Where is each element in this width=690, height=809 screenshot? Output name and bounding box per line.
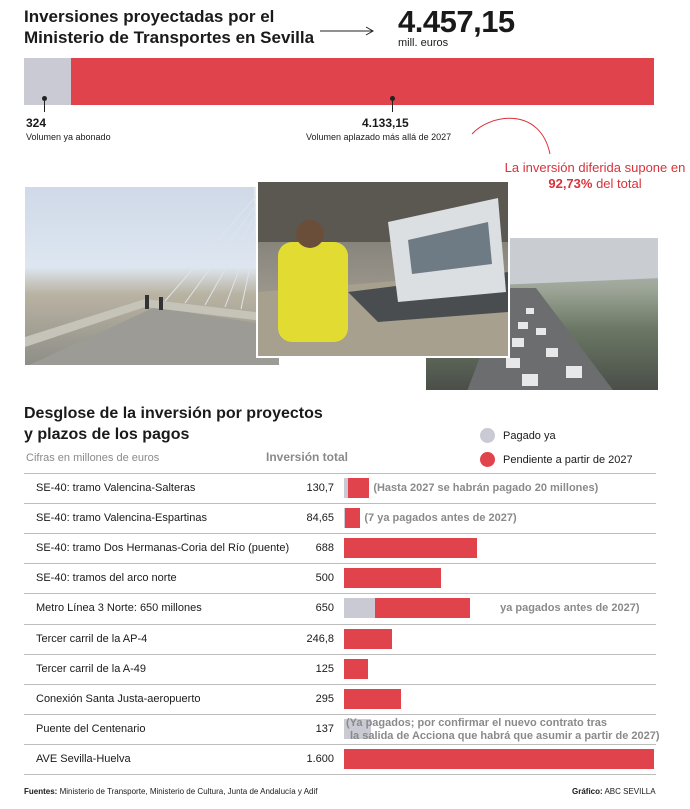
row-total-value: 500 xyxy=(315,572,334,585)
bar-pending xyxy=(345,508,360,528)
row-label: Puente del Centenario xyxy=(36,722,146,735)
metro-photo xyxy=(256,180,510,358)
bar-pending xyxy=(348,478,369,498)
row-divider xyxy=(24,624,656,625)
row-total-value: 246,8 xyxy=(306,632,334,645)
row-label: Tercer carril de la A-49 xyxy=(36,662,147,675)
sources-label: Fuentes: xyxy=(24,787,58,796)
bar-pending xyxy=(344,629,392,649)
deferred-summary-bar xyxy=(71,58,654,105)
paid-summary-value: 324 xyxy=(26,116,47,130)
row-divider xyxy=(24,473,656,474)
row-total-value: 295 xyxy=(315,692,334,705)
row-divider xyxy=(24,593,656,594)
deferred-tick-dot xyxy=(390,96,395,101)
footer-sources xyxy=(24,787,318,796)
row-total-value: 130,7 xyxy=(306,482,334,494)
legend-paid-label: Pagado ya xyxy=(503,430,556,442)
arrow-right-icon xyxy=(320,25,380,37)
paid-tick-dot xyxy=(42,96,47,101)
total-unit: mill. euros xyxy=(398,37,449,49)
row-total-value: 84,65 xyxy=(306,512,334,525)
row-annotation xyxy=(475,602,639,615)
legend-pending-swatch xyxy=(480,452,495,467)
row-annotation-highlight: (160 xyxy=(475,602,498,615)
credit-label: Gráfico: xyxy=(572,787,603,796)
row-label: SE-40: tramos del arco norte xyxy=(36,572,177,585)
note-connector xyxy=(470,108,570,160)
bar-pending xyxy=(344,659,368,679)
row-annotation xyxy=(373,482,598,495)
paid-summary-bar xyxy=(24,58,71,105)
sources-text: Ministerio de Transporte, Ministerio de Cultura, Junta de Andalucía y Adif xyxy=(59,787,318,796)
row-label: SE-40: tramo Dos Hermanas-Coria del Río (puente) xyxy=(36,542,290,555)
row-annotation-line: (Ya pagados; por confirmar el nuevo contrato tras xyxy=(346,716,607,729)
row-divider xyxy=(24,503,656,504)
bar-pending xyxy=(375,598,470,618)
row-label: Tercer carril de la AP-4 xyxy=(36,632,148,645)
row-divider xyxy=(24,774,656,775)
row-label: AVE Sevilla-Huelva xyxy=(36,752,131,765)
row-label: Conexión Santa Justa-aeropuerto xyxy=(36,692,201,705)
deferred-note-suffix: del total xyxy=(596,176,642,191)
row-label: SE-40: tramo Valencina-Espartinas xyxy=(36,512,207,525)
row-total-value: 688 xyxy=(315,542,334,555)
row-annotation-line: (Hasta 2027 se habrán pagado 20 millones) xyxy=(373,482,599,494)
row-total-value: 1.600 xyxy=(306,752,334,765)
bridge-photo xyxy=(24,186,280,366)
row-annotation-line: (7 ya pagados antes de 2027) xyxy=(364,512,517,525)
legend-pending-label: Pendiente a partir de 2027 xyxy=(503,454,633,466)
row-annotation-line: la salida de Acciona que habrá que asumir a partir de 2027) xyxy=(350,729,660,742)
legend-paid-swatch xyxy=(480,428,495,443)
bar-paid xyxy=(344,598,375,618)
headline: Inversiones proyectadas por el Ministerio de Transportes en Sevilla xyxy=(24,7,315,47)
row-total-value: 650 xyxy=(315,602,334,615)
deferred-note-text: La inversión diferida supone en xyxy=(504,160,686,175)
paid-summary-label: Volumen ya abonado xyxy=(26,132,111,142)
row-divider xyxy=(24,654,656,655)
deferred-summary-value: 4.133,15 xyxy=(362,116,409,130)
credit-text: ABC SEVILLA xyxy=(604,787,656,796)
footer-credit xyxy=(572,787,656,796)
bar-pending xyxy=(344,749,654,769)
bar-pending xyxy=(344,538,477,558)
row-divider xyxy=(24,533,656,534)
bar-pending xyxy=(344,568,441,588)
row-annotation xyxy=(364,512,516,525)
breakdown-title: Desglose de la inversión por proyectos y plazos de los pagos xyxy=(24,405,323,443)
deferred-note xyxy=(500,160,690,192)
row-annotation-line xyxy=(475,602,639,615)
total-value: 4.457,15 xyxy=(398,4,515,39)
row-total-value: 125 xyxy=(315,662,334,675)
row-label: SE-40: tramo Valencina-Salteras xyxy=(36,482,196,494)
column-header: Inversión total xyxy=(266,450,349,464)
row-annotation xyxy=(346,717,660,743)
row-annotation-text: ya pagados antes de 2027) xyxy=(497,602,640,615)
row-label: Metro Línea 3 Norte: 650 millones xyxy=(36,602,202,615)
bar-pending xyxy=(344,689,401,709)
deferred-note-highlight: 92,73% xyxy=(548,176,593,191)
row-total-value: 137 xyxy=(315,722,334,735)
row-divider xyxy=(24,744,656,745)
row-divider xyxy=(24,563,656,564)
breakdown-subtitle: Cifras en millones de euros xyxy=(26,452,160,464)
row-divider xyxy=(24,684,656,685)
deferred-summary-label: Volumen aplazado más allá de 2027 xyxy=(306,132,452,142)
row-divider xyxy=(24,714,656,715)
